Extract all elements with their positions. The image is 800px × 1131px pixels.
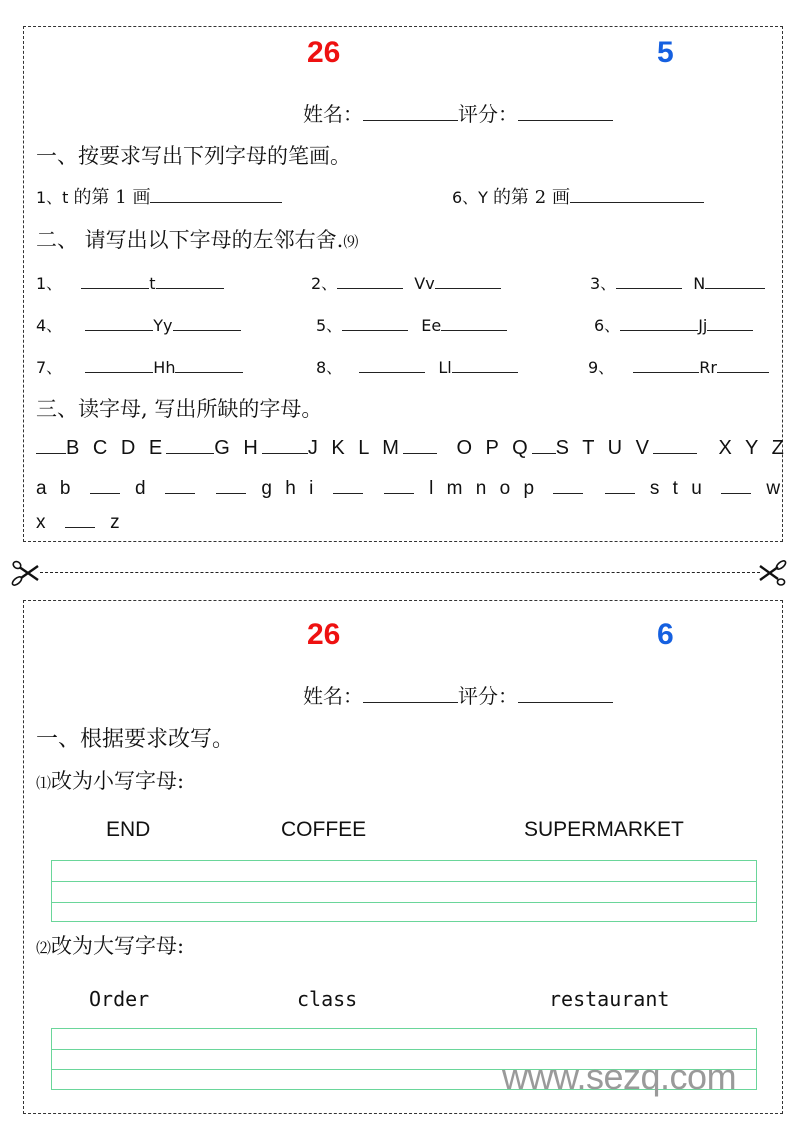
given-letters: Ll bbox=[438, 358, 452, 377]
left-blank[interactable] bbox=[337, 288, 403, 289]
subsection-number: ⑴ bbox=[36, 774, 52, 792]
section-heading-neighbors bbox=[36, 224, 358, 254]
given-letters: B C D E bbox=[66, 437, 167, 459]
right-blank[interactable] bbox=[435, 288, 501, 289]
section-heading-missing-letters: 三、读字母, 写出所缺的字母。 bbox=[36, 397, 323, 421]
stroke-question-text: 的第 2 画 bbox=[493, 187, 570, 208]
given-letters: x bbox=[36, 512, 50, 533]
item-number: 7、 bbox=[36, 358, 63, 377]
right-blank[interactable] bbox=[173, 330, 241, 331]
subsection-lowercase bbox=[36, 765, 184, 795]
neighbor-item-1 bbox=[36, 271, 224, 294]
item-number: 3、 bbox=[590, 274, 617, 293]
worksheet-series-number: 26 bbox=[307, 618, 341, 651]
missing-letter-blank[interactable] bbox=[65, 527, 95, 528]
given-letters: J K L M bbox=[307, 437, 403, 459]
given-letters: w bbox=[766, 478, 785, 499]
neighbor-item-2 bbox=[311, 271, 501, 294]
missing-letter-blank[interactable] bbox=[216, 493, 246, 494]
heading-text: 二、 请写出以下字母的左邻右舍. bbox=[36, 228, 344, 252]
guide-line bbox=[52, 881, 756, 882]
right-blank[interactable] bbox=[452, 372, 518, 373]
left-blank[interactable] bbox=[620, 330, 698, 331]
item-number: 9、 bbox=[588, 358, 615, 377]
word-to-uppercase-3: restaurant bbox=[549, 987, 670, 1011]
missing-letter-blank[interactable] bbox=[90, 493, 120, 494]
missing-letter-blank[interactable] bbox=[262, 453, 308, 454]
name-label: 姓名： bbox=[303, 684, 363, 708]
given-letters: X Y Z bbox=[718, 437, 788, 459]
stroke-question-6 bbox=[452, 183, 704, 209]
right-blank[interactable] bbox=[156, 288, 224, 289]
missing-letter-blank[interactable] bbox=[403, 453, 437, 454]
given-letters: d bbox=[134, 478, 150, 499]
subsection-label: 改为小写字母: bbox=[51, 769, 185, 793]
name-field[interactable] bbox=[363, 702, 458, 703]
missing-letter-blank[interactable] bbox=[532, 453, 556, 454]
missing-letter-blank[interactable] bbox=[166, 453, 214, 454]
right-blank[interactable] bbox=[717, 372, 769, 373]
stroke-question-text: 的第 1 画 bbox=[73, 187, 151, 208]
right-blank[interactable] bbox=[705, 288, 765, 289]
lowercase-alphabet-row bbox=[36, 478, 784, 500]
missing-letter-blank[interactable] bbox=[165, 493, 195, 494]
given-letters: G H bbox=[214, 437, 262, 459]
given-letters: t bbox=[149, 274, 156, 293]
worksheet-page-number: 6 bbox=[657, 618, 674, 651]
name-field[interactable] bbox=[363, 120, 458, 121]
worksheet-page-number: 5 bbox=[657, 36, 674, 69]
left-blank[interactable] bbox=[85, 372, 153, 373]
item-number: 1、 bbox=[36, 274, 63, 293]
name-score-row bbox=[303, 98, 613, 127]
item-number: 8、 bbox=[316, 358, 343, 377]
left-blank[interactable] bbox=[633, 372, 699, 373]
given-letters: a b bbox=[36, 478, 75, 499]
given-letters: Hh bbox=[153, 358, 176, 377]
neighbor-item-9 bbox=[588, 355, 769, 378]
answer-blank[interactable] bbox=[570, 202, 704, 203]
right-blank[interactable] bbox=[707, 330, 753, 331]
item-number: 5、 bbox=[316, 316, 343, 335]
scissors-icon bbox=[8, 557, 40, 589]
given-letters: g h i bbox=[261, 478, 318, 499]
stroke-question-1 bbox=[36, 183, 282, 209]
neighbor-item-4 bbox=[36, 313, 241, 336]
given-letters: O P Q bbox=[456, 437, 532, 459]
name-score-row bbox=[303, 680, 613, 709]
score-label: 评分： bbox=[458, 102, 518, 126]
word-to-uppercase-2: class bbox=[297, 987, 358, 1011]
subsection-label: 改为大写字母: bbox=[51, 934, 185, 958]
stroke-question-prefix: 1、t bbox=[36, 188, 74, 207]
given-letters: Yy bbox=[153, 316, 173, 335]
section-heading-rewrite: 一、根据要求改写。 bbox=[36, 727, 235, 752]
scissors-icon bbox=[758, 557, 790, 589]
answer-blank[interactable] bbox=[150, 202, 282, 203]
handwriting-lines-lowercase[interactable] bbox=[51, 860, 757, 922]
missing-letter-blank[interactable] bbox=[36, 453, 66, 454]
word-to-lowercase-2: COFFEE bbox=[281, 818, 367, 841]
left-blank[interactable] bbox=[342, 330, 408, 331]
word-to-lowercase-3: SUPERMARKET bbox=[524, 818, 684, 841]
guide-line bbox=[52, 1049, 756, 1050]
stroke-question-prefix: 6、Y bbox=[452, 188, 494, 207]
score-label: 评分： bbox=[458, 684, 518, 708]
given-letters: Vv bbox=[414, 274, 435, 293]
missing-letter-blank[interactable] bbox=[384, 493, 414, 494]
worksheet-series-number: 26 bbox=[307, 36, 341, 69]
guide-line bbox=[52, 902, 756, 903]
watermark: www.sezq.com bbox=[502, 1056, 737, 1097]
right-blank[interactable] bbox=[175, 372, 243, 373]
section-heading-strokes: 一、按要求写出下列字母的笔画。 bbox=[36, 144, 351, 168]
given-letters: Rr bbox=[699, 358, 717, 377]
neighbor-item-8 bbox=[316, 355, 518, 378]
missing-letter-blank[interactable] bbox=[553, 493, 583, 494]
cut-line bbox=[40, 572, 760, 573]
score-field[interactable] bbox=[518, 702, 613, 703]
left-blank[interactable] bbox=[616, 288, 682, 289]
item-number: 4、 bbox=[36, 316, 63, 335]
subsection-uppercase bbox=[36, 930, 184, 960]
given-letters: N bbox=[693, 274, 706, 293]
left-blank[interactable] bbox=[359, 372, 425, 373]
word-to-uppercase-1: Order bbox=[89, 987, 150, 1011]
neighbor-item-3 bbox=[590, 271, 765, 294]
neighbor-item-6 bbox=[594, 313, 753, 336]
given-letters: Jj bbox=[698, 316, 708, 335]
missing-letter-blank[interactable] bbox=[605, 493, 635, 494]
heading-score: ⑼ bbox=[343, 233, 359, 251]
score-field[interactable] bbox=[518, 120, 613, 121]
missing-letter-blank[interactable] bbox=[721, 493, 751, 494]
uppercase-alphabet-row bbox=[36, 437, 788, 460]
right-blank[interactable] bbox=[441, 330, 507, 331]
left-blank[interactable] bbox=[85, 330, 153, 331]
item-number: 6、 bbox=[594, 316, 621, 335]
name-label: 姓名： bbox=[303, 102, 363, 126]
missing-letter-blank[interactable] bbox=[333, 493, 363, 494]
left-blank[interactable] bbox=[81, 288, 149, 289]
given-letters: Ee bbox=[421, 316, 442, 335]
given-letters: z bbox=[110, 512, 124, 533]
given-letters: S T U V bbox=[555, 437, 653, 459]
item-number: 2、 bbox=[311, 274, 338, 293]
subsection-number: ⑵ bbox=[36, 939, 52, 957]
neighbor-item-7 bbox=[36, 355, 243, 378]
given-letters: l m n o p bbox=[429, 478, 539, 499]
lowercase-alphabet-row-2 bbox=[36, 512, 124, 534]
word-to-lowercase-1: END bbox=[106, 818, 151, 841]
given-letters: s t u bbox=[649, 478, 706, 499]
missing-letter-blank[interactable] bbox=[653, 453, 697, 454]
neighbor-item-5 bbox=[316, 313, 507, 336]
